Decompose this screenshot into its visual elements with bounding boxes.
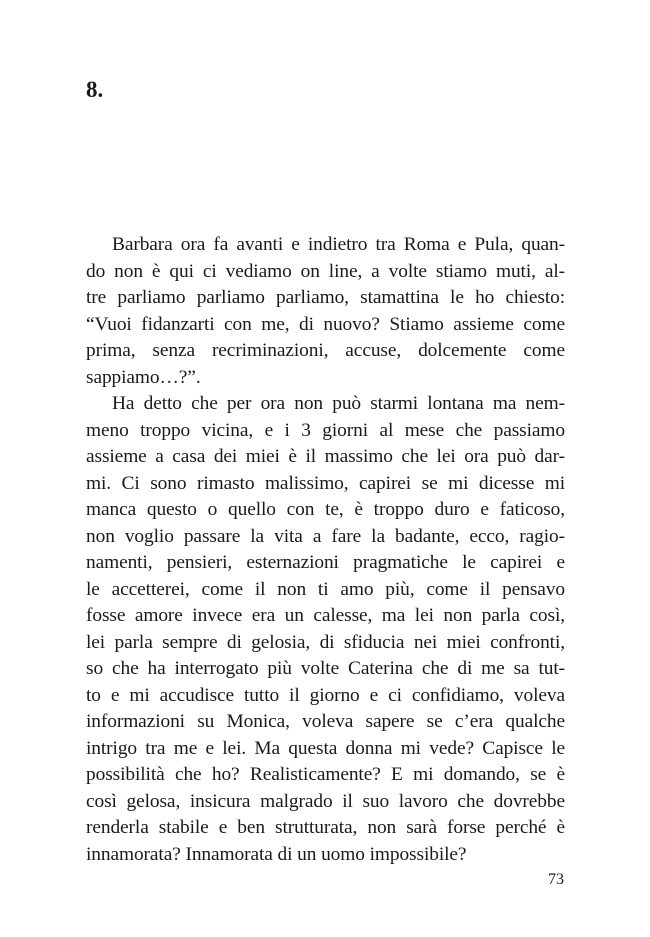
text-line: innamorata? Innamorata di un uomo impossibile? [86, 843, 467, 865]
text-line: manca questo o quello con te, è troppo duro e faticoso, [86, 499, 565, 520]
paragraph-1 [86, 232, 565, 391]
text-line: intrigo tra me e lei. Ma questa donna mi vede? Capisce le [86, 737, 565, 759]
page-number: 73 [548, 871, 564, 888]
text-line: mi. Ci sono rimasto malissimo, capirei se mi dicesse mi [86, 472, 565, 494]
text-line: do non è qui ci vediamo on line, a volte stiamo muti, al- [86, 260, 565, 282]
chapter-number: 8. [86, 77, 104, 102]
text-line: sappiamo…?”. [86, 366, 201, 388]
text-line: così gelosa, insicura malgrado il suo lavoro che dovrebbe [86, 790, 565, 812]
text-line: “Vuoi fidanzarti con me, di nuovo? Stiamo assieme come [86, 313, 565, 335]
body-text [86, 232, 565, 868]
text-line: non voglio passare la vita a fare la badante, ecco, ragio- [86, 525, 565, 547]
text-line: prima, senza recriminazioni, accuse, dolcemente come [86, 340, 565, 361]
text-line: Barbara ora fa avanti e indietro tra Roma e Pula, quan- [112, 234, 565, 255]
text-line: to e mi accudisce tutto il giorno e ci confidiamo, voleva [86, 684, 565, 706]
text-line: fosse amore invece era un calesse, ma lei non parla così, [86, 605, 565, 626]
paragraph-2 [86, 391, 565, 868]
text-line: possibilità che ho? Realisticamente? E mi domando, se è [86, 764, 565, 785]
text-line: meno troppo vicina, e i 3 giorni al mese che passiamo [86, 419, 565, 441]
text-line: tre parliamo parliamo parliamo, stamattina le ho chiesto: [86, 287, 565, 308]
text-line: le accetterei, come il non ti amo più, come il pensavo [86, 578, 565, 600]
text-line: renderla stabile e ben strutturata, non sarà forse perché è [86, 817, 565, 838]
text-line: so che ha interrogato più volte Caterina che di me sa tut- [86, 658, 565, 679]
text-line: lei parla sempre di gelosia, di sfiducia nei miei confronti, [86, 631, 565, 653]
text-line: namenti, pensieri, esternazioni pragmatiche le capirei e [86, 552, 565, 573]
text-line: informazioni su Monica, voleva sapere se c’era qualche [86, 711, 565, 732]
text-line: assieme a casa dei miei è il massimo che lei ora può dar- [86, 446, 565, 467]
text-line: Ha detto che per ora non può starmi lontana ma nem- [112, 393, 565, 414]
